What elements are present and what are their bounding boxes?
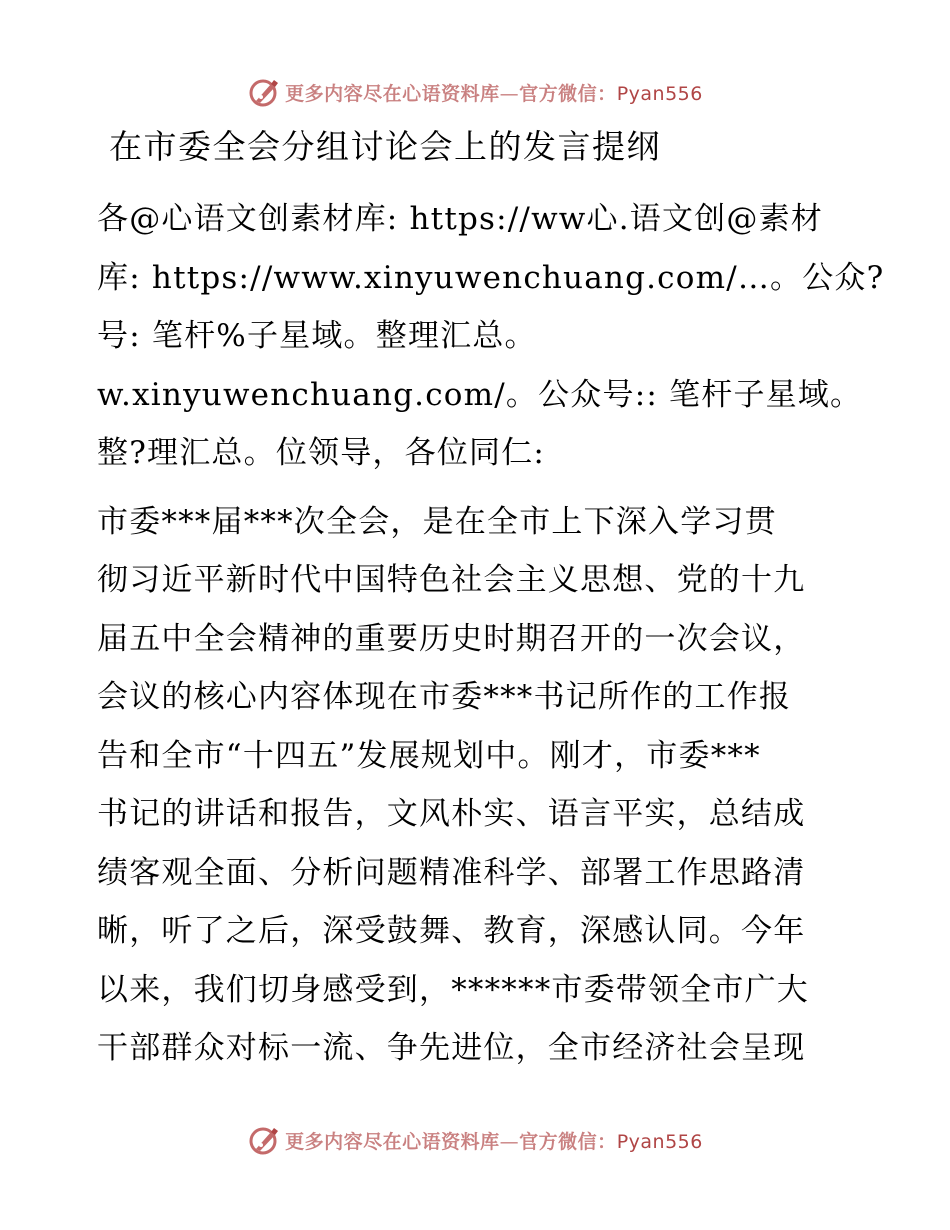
text-line: 绩客观全面、分析问题精准科学、部署工作思路清 [97, 854, 806, 891]
banner-separator: — [499, 82, 520, 105]
paragraph-1 [97, 190, 885, 483]
banner-official-label: 官方微信： [519, 82, 617, 105]
banner-text [285, 79, 703, 106]
banner-wechat-id: Pyan556 [616, 1130, 703, 1153]
banner-cn-text: 更多内容尽在心语资料库 [285, 82, 500, 105]
pen-logo-icon [247, 75, 281, 109]
text-line: 书记的讲话和报告，文风朴实、语言平实，总结成 [97, 796, 806, 832]
text-line: 干部群众对标一流、争先进位，全市经济社会呈现 [97, 1030, 806, 1066]
text-line: 届五中全会精神的重要历史时期召开的一次会议， [97, 620, 806, 657]
text-line: 告和全市“十四五”发展规划中。刚才，市委*** [97, 737, 761, 774]
footer-banner [0, 1118, 950, 1162]
banner-wechat-id: Pyan556 [616, 82, 703, 105]
text-line: 整?理汇总。位领导，各位同仁: [97, 435, 546, 471]
text-line: 号: 笔杆%子星域。整理汇总。 [97, 318, 537, 354]
banner-text [285, 1127, 703, 1154]
text-line: 彻习近平新时代中国特色社会主义思想、党的十九 [97, 562, 806, 598]
pen-logo-icon [247, 1123, 281, 1157]
text-line: 市委***届***次全会，是在全市上下深入学习贯 [97, 503, 777, 540]
text-line: w.xinyuwenchuang.com/。公众号:: 笔杆子星域。 [97, 376, 863, 413]
text-line: 会议的核心内容体现在市委***书记所作的工作报 [97, 679, 792, 715]
document-title: 在市委全会分组讨论会上的发言提纲 [109, 127, 661, 166]
header-banner [0, 70, 950, 114]
paragraph-2 [97, 493, 857, 1078]
text-line: 以来，我们切身感受到，******市委带领全市广大 [97, 971, 809, 1008]
text-line: 库: https://www.xinyuwenchuang.com/…。公众? [97, 259, 885, 296]
text-line: 晰，听了之后，深受鼓舞、教育，深感认同。今年 [97, 913, 806, 949]
banner-separator: — [499, 1130, 520, 1153]
text-line: 各@心语文创素材库: https://ww心.语文创@素材 [97, 201, 823, 237]
banner-official-label: 官方微信： [519, 1130, 617, 1153]
banner-cn-text: 更多内容尽在心语资料库 [285, 1130, 500, 1153]
document-body [97, 118, 885, 1078]
